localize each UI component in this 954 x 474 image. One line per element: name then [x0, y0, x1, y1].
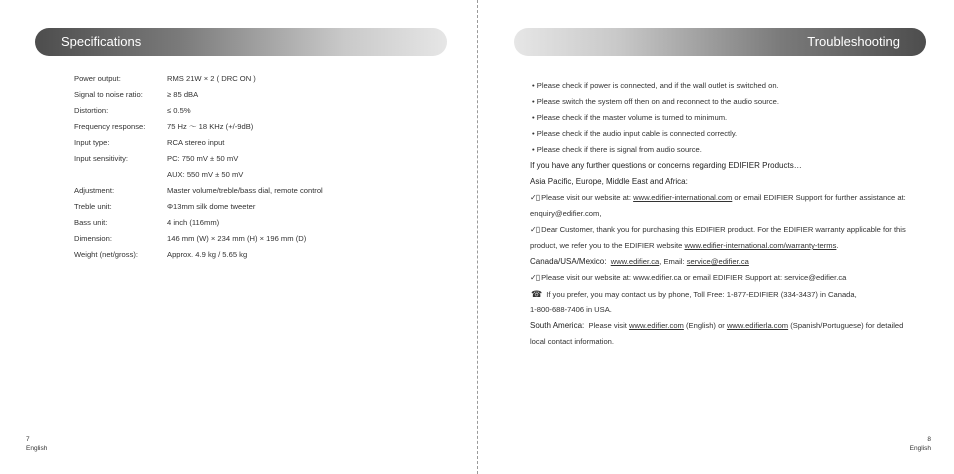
bullet-icon: •	[532, 81, 535, 90]
spec-row	[74, 233, 454, 249]
bullet-item	[530, 127, 930, 143]
region2-heading-mid: , Email:	[659, 257, 687, 266]
bullet-item	[530, 111, 930, 127]
bullet-text: Please switch the system off then on and reconnect to the audio source.	[536, 97, 779, 106]
warranty-text: Dear Customer, thank you for purchasing this EDIFIER product. For the EDIFIER warranty applicable for this	[541, 225, 906, 234]
specifications-banner	[35, 28, 447, 56]
spec-row	[74, 137, 454, 153]
spec-value: AUX: 550 mV ± 50 mV	[167, 170, 244, 179]
spec-label: Adjustment:	[74, 186, 115, 195]
page-number-left	[26, 436, 47, 453]
spec-label: Dimension:	[74, 234, 112, 243]
page-title: Troubleshooting	[807, 34, 900, 49]
checkmark-icon: ✓▯	[530, 225, 540, 234]
phone-icon: ☎	[531, 289, 543, 299]
region-heading-canada-usa	[530, 255, 930, 271]
warranty-post: .	[836, 241, 839, 250]
page-number-right	[910, 436, 931, 453]
spec-value: PC: 750 mV ± 50 mV	[167, 154, 239, 163]
edifierla-link[interactable]: www.edifierla.com	[726, 321, 789, 330]
spec-value: RCA stereo input	[167, 138, 225, 147]
page-number: 7	[26, 436, 30, 443]
spec-label: Input sensitivity:	[74, 154, 129, 163]
region3-post: (Spanish/Portuguese) for detailed	[788, 321, 904, 330]
edifier-international-link[interactable]: www.edifier-international.com	[633, 193, 733, 202]
edifier-ca-link[interactable]: www.edifier.ca	[610, 257, 660, 266]
troubleshooting-content	[530, 79, 930, 351]
region-heading-asia-europe: Asia Pacific, Europe, Middle East and Africa:	[530, 177, 688, 186]
spec-value: ≥ 85 dBA	[167, 90, 199, 99]
region1-email: enquiry@edifier.com,	[530, 209, 602, 218]
spec-row	[74, 153, 454, 169]
spec-value: Φ13mm silk dome tweeter	[167, 202, 256, 211]
troubleshooting-banner	[514, 28, 926, 56]
spec-value: Master volume/treble/bass dial, remote control	[167, 186, 323, 195]
spec-value: 146 mm (W) × 234 mm (H) × 196 mm (D)	[167, 234, 307, 243]
region3-heading: South America:	[530, 321, 585, 330]
region2-heading: Canada/USA/Mexico:	[530, 257, 607, 266]
spec-row	[74, 121, 454, 137]
spec-label: Treble unit:	[74, 202, 112, 211]
spec-value: Approx. 4.9 kg / 5.65 kg	[167, 250, 248, 259]
region2-phone-text: If you prefer, you may contact us by phone, Toll Free: 1-877-EDIFIER (334-3437) in Canada,	[546, 290, 857, 299]
spec-label: Weight (net/gross):	[74, 250, 139, 259]
language-label: English	[909, 444, 931, 452]
region1-visit-post: or email EDIFIER Support for further assistance at:	[732, 193, 906, 202]
page-title: Specifications	[61, 34, 142, 49]
bullet-text: Please check if there is signal from audio source.	[536, 145, 702, 154]
spec-row	[74, 201, 454, 217]
region2-visit-text: Please visit our website at: www.edifier.ca or email EDIFIER Support at: service@edifier.ca	[541, 273, 847, 282]
region1-warranty-line1	[530, 223, 930, 239]
spec-label: Bass unit:	[74, 218, 108, 227]
language-label: English	[26, 444, 48, 452]
region1-visit-pre: Please visit our website at:	[541, 193, 634, 202]
region1-visit-line	[530, 191, 930, 207]
checkmark-icon: ✓▯	[530, 273, 540, 282]
region2-phone-usa: 1-800-688-7406 in USA.	[530, 305, 612, 314]
bullet-text: Please check if power is connected, and if the wall outlet is switched on.	[536, 81, 779, 90]
bullet-text: Please check if the master volume is turned to minimum.	[536, 113, 728, 122]
spec-row	[74, 249, 454, 265]
spec-value: ≤ 0.5%	[167, 106, 191, 115]
page-number: 8	[927, 436, 931, 443]
bullet-icon: •	[532, 145, 535, 154]
spec-value: 4 inch (116mm)	[167, 218, 220, 227]
spec-label: Input type:	[74, 138, 110, 147]
warranty-pre: product, we refer you to the EDIFIER website	[530, 241, 685, 250]
spec-row	[74, 73, 454, 89]
spec-label: Power output:	[74, 74, 121, 83]
spec-row	[74, 169, 454, 185]
edifier-com-link[interactable]: www.edifier.com	[629, 321, 684, 330]
bullet-icon: •	[532, 113, 535, 122]
bullet-icon: •	[532, 129, 535, 138]
spec-row	[74, 185, 454, 201]
region1-warranty-line2	[530, 239, 930, 255]
bullet-icon: •	[532, 97, 535, 106]
further-questions: If you have any further questions or concerns regarding EDIFIER Products…	[530, 161, 802, 170]
spec-value: 75 Hz ～ 18 KHz (+/-9dB)	[167, 122, 254, 131]
warranty-terms-link[interactable]: www.edifier-international.com/warranty-terms	[684, 241, 837, 250]
spec-value: RMS 21W × 2 ( DRC ON )	[167, 74, 256, 83]
checkmark-icon: ✓▯	[530, 193, 540, 202]
bullet-item	[530, 79, 930, 95]
region2-phone-line	[530, 287, 930, 303]
right-page	[477, 0, 954, 474]
spec-label: Signal to noise ratio:	[74, 90, 143, 99]
region3-visit-pre: Please visit	[588, 321, 630, 330]
spec-row	[74, 89, 454, 105]
region3-mid: (English) or	[683, 321, 727, 330]
bullet-item	[530, 95, 930, 111]
region3-line1	[530, 319, 930, 335]
spec-row	[74, 217, 454, 233]
spec-label: Frequency response:	[74, 122, 146, 131]
service-email-link[interactable]: service@edifier.ca	[686, 257, 749, 266]
bullet-item	[530, 143, 930, 159]
spec-label: Distortion:	[74, 106, 109, 115]
specifications-table	[74, 73, 454, 265]
region3-line2: local contact information.	[530, 337, 614, 346]
region2-visit-line	[530, 271, 930, 287]
spec-row	[74, 105, 454, 121]
bullet-text: Please check if the audio input cable is connected correctly.	[536, 129, 738, 138]
